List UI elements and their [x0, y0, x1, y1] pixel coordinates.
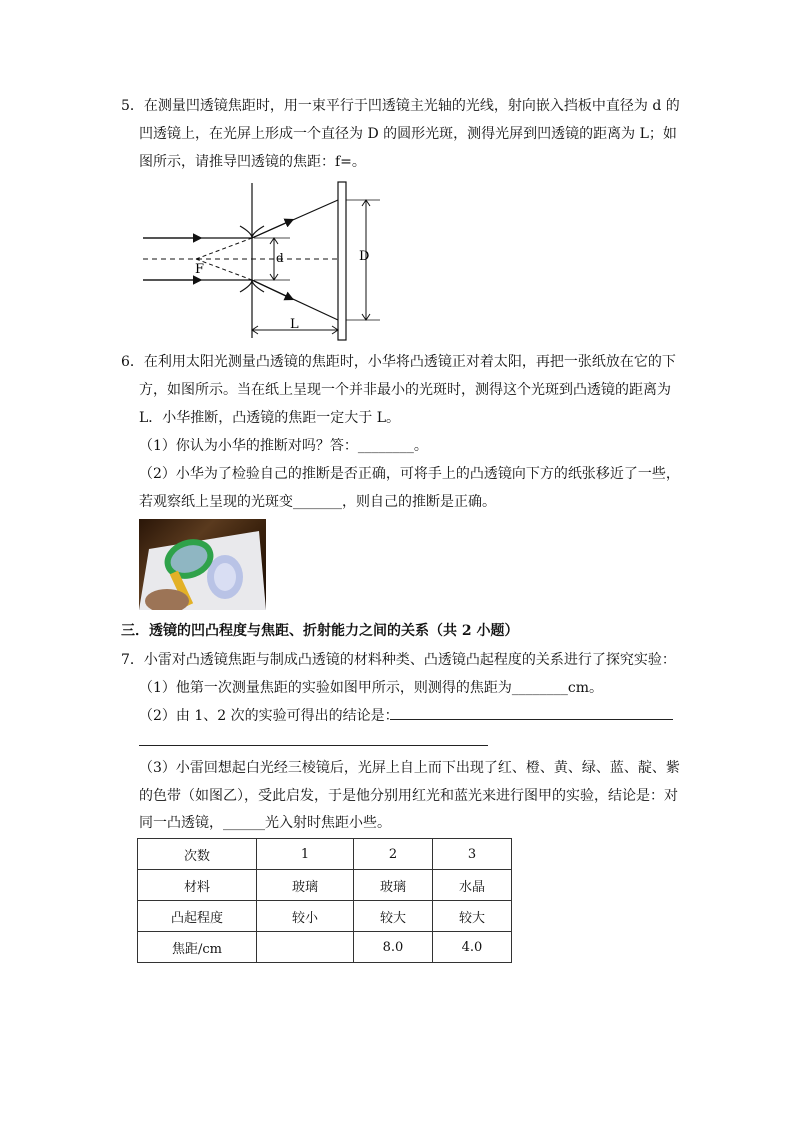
- q6-line-3: L．小华推断，凸透镜的焦距一定大于 L。: [139, 410, 401, 426]
- answer-line-2: [139, 745, 488, 746]
- focus-label: F: [195, 262, 205, 277]
- table-cell: 3: [433, 839, 512, 870]
- q6-sub-1: （1）你认为小华的推断对吗？答：________。: [139, 438, 428, 454]
- L-label: L: [290, 317, 299, 332]
- table-cell: 材料: [138, 870, 257, 901]
- table-cell: 玻璃: [354, 870, 433, 901]
- table-cell: 较大: [354, 901, 433, 932]
- table-cell: [257, 932, 354, 963]
- table-cell: 玻璃: [257, 870, 354, 901]
- q6-sub-2a: （2）小华为了检验自己的推断是否正确，可将手上的凸透镜向下方的纸张移近了一些，: [139, 466, 680, 482]
- q5-line-1: 5．在测量凹透镜焦距时，用一束平行于凹透镜主光轴的光线，射向嵌入挡板中直径为 d 的: [121, 98, 680, 114]
- table-cell: 1: [257, 839, 354, 870]
- table-cell: 4.0: [433, 932, 512, 963]
- table-row: [138, 901, 512, 932]
- magnifier-photo: [139, 519, 266, 610]
- experiment-table: [137, 838, 512, 963]
- table-cell: 8.0: [354, 932, 433, 963]
- q7-sub-1: （1）他第一次测量焦距的实验如图甲所示，则测得的焦距为________cm。: [139, 680, 604, 696]
- q7-sub-3a: （3）小雷回想起白光经三棱镜后，光屏上自上而下出现了红、橙、黄、绿、蓝、靛、紫: [139, 760, 680, 776]
- q6-line-2: 方，如图所示。当在纸上呈现一个并非最小的光斑时，测得这个光斑到凸透镜的距离为: [139, 382, 671, 398]
- table-cell: 较大: [433, 901, 512, 932]
- d-label: d: [276, 251, 284, 265]
- q6-sub-2b: 若观察纸上呈现的光斑变_______，则自己的推断是正确。: [139, 494, 496, 510]
- q7-line-1: 7．小雷对凸透镜焦距与制成凸透镜的材料种类、凸透镜凸起程度的关系进行了探究实验：: [121, 652, 676, 668]
- q5-line-3: 图所示，请推导凹透镜的焦距：f=。: [139, 154, 366, 170]
- section-3-heading: 三．透镜的凹凸程度与焦距、折射能力之间的关系（共 2 小题）: [121, 623, 519, 639]
- table-row: [138, 839, 512, 870]
- q7-sub-2: （2）由 1、2 次的实验可得出的结论是：: [139, 708, 399, 724]
- table-cell: 次数: [138, 839, 257, 870]
- q7-sub-3c: 同一凸透镜，______光入射时焦距小些。: [139, 815, 391, 831]
- table-cell: 水晶: [433, 870, 512, 901]
- table-cell: 较小: [257, 901, 354, 932]
- table-row: [138, 932, 512, 963]
- q5-line-2: 凹透镜上，在光屏上形成一个直径为 D 的圆形光斑，测得光屏到凹透镜的距离为 L；如: [139, 126, 677, 142]
- table-cell: 2: [354, 839, 433, 870]
- q6-line-1: 6．在利用太阳光测量凸透镜的焦距时，小华将凸透镜正对着太阳，再把一张纸放在它的下: [121, 354, 676, 370]
- table-cell: 焦距/cm: [138, 932, 257, 963]
- D-label: D: [359, 249, 370, 264]
- table-row: [138, 870, 512, 901]
- concave-lens-diagram: [140, 178, 390, 348]
- q7-sub-3b: 的色带（如图乙），受此启发，于是他分别用红光和蓝光来进行图甲的实验，结论是：对: [139, 788, 678, 804]
- answer-line-1: [390, 719, 673, 720]
- table-cell: 凸起程度: [138, 901, 257, 932]
